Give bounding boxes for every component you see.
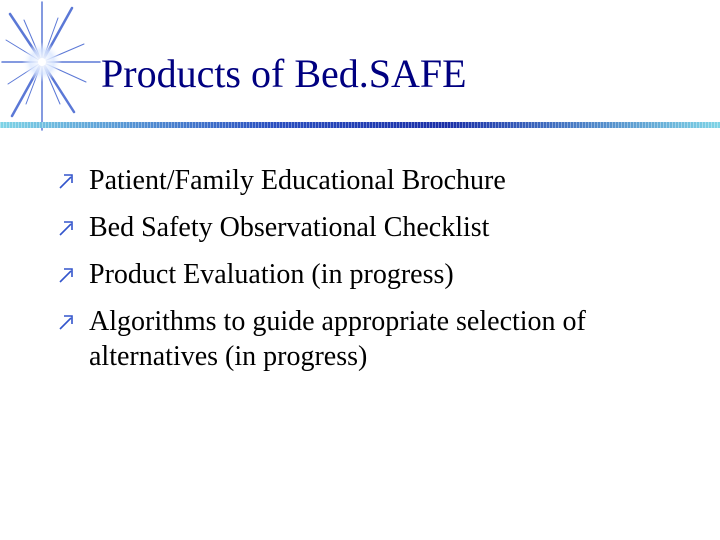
- bullet-text: Algorithms to guide appropriate selection of alternatives (in progress): [89, 306, 586, 372]
- bullet-item: [57, 163, 687, 198]
- arrow-up-right-icon: [57, 313, 75, 331]
- arrow-up-right-icon: [57, 266, 75, 284]
- bullet-text: Product Evaluation (in progress): [89, 259, 454, 290]
- bullet-item: [57, 257, 687, 292]
- bullet-text: Bed Safety Observational Checklist: [89, 212, 490, 243]
- bullet-text: Patient/Family Educational Brochure: [89, 165, 506, 196]
- title-divider: [0, 122, 720, 128]
- arrow-up-right-icon: [57, 219, 75, 237]
- slide-title: Products of Bed.SAFE: [101, 51, 467, 96]
- bullet-list: [57, 163, 687, 386]
- arrow-up-right-icon: [57, 172, 75, 190]
- bullet-item: [57, 210, 687, 245]
- bullet-item: [57, 304, 687, 374]
